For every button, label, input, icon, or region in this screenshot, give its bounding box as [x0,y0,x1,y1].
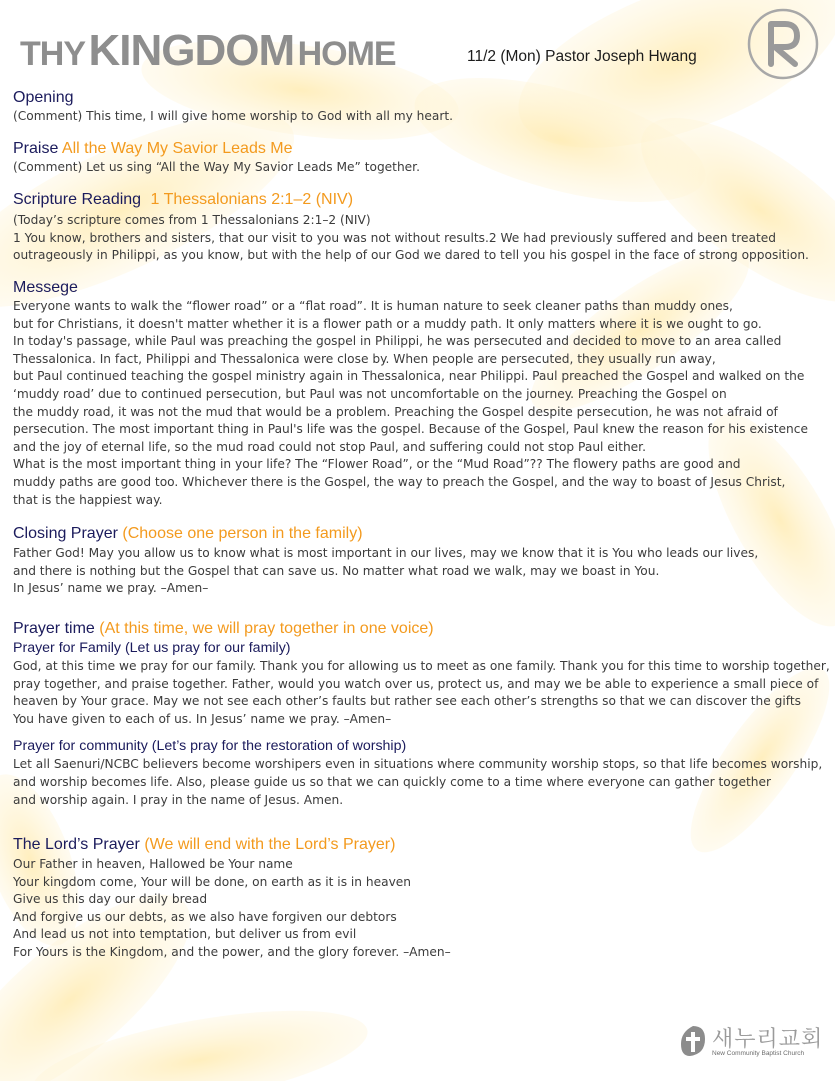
scripture-text [13,212,831,265]
text-line: and the joy of eternal life, so the mud road could not stop Paul, and suffering could not stop Paul either. [13,439,646,454]
scripture-heading [13,190,831,210]
text-line: Our Father in heaven, Hallowed be Your name [13,857,293,871]
title-kingdom: KINGDOM [88,26,295,75]
date-pastor: 11/2 (Mon) Pastor Joseph Hwang [467,48,697,65]
text-line: but for Christians, it doesn't matter whether it is a flower path or a muddy path. It only matters where it is we ought to go. [13,316,762,331]
scripture-section [13,190,831,265]
text-line: In Jesus’ name we pray. –Amen– [13,581,209,596]
text-line: Father God! May you allow us to know what is most important in our lives, may we know that it is You who leads our lives, [13,546,759,560]
prayer-time-section [13,619,831,809]
closing-label: Closing Prayer [13,525,118,542]
opening-text [13,108,831,126]
text-line: and worship again. I pray in the name of Jesus. Amen. [13,792,344,807]
praise-text [13,159,831,177]
lords-prayer-section [13,835,831,962]
closing-heading [13,524,831,544]
text-line: outrageously in Philippi, as you know, but with the help of our God we dared to tell you his gospel in the face of strong opposition. [13,248,809,263]
praise-label: Praise [13,140,59,157]
text-line: (Comment) This time, I will give home worship to God with all my heart. [13,109,454,123]
text-line: heaven by Your grace. May we not see each other’s faults but rather see each other’s strengths so that we can discover the gifts [13,694,801,709]
text-line: (Today’s scripture comes from 1 Thessalonians 2:1–2 (NIV) [13,213,371,227]
text-line: Your kingdom come, Your will be done, on earth as it is in heaven [13,874,412,889]
message-text [13,298,831,509]
community-prayer-heading: Prayer for community (Let’s pray for the restoration of worship) [13,738,407,755]
text-line: muddy paths are good too. Whichever there is the Gospel, the way to preach the Gospel, and the way to boast of Jesus Christ, [13,474,786,489]
church-korean-name: 새누리교회 [712,1027,824,1052]
scripture-label: Scripture Reading [13,191,142,208]
prayer-time-label: Prayer time [13,620,95,637]
praise-song-title: All the Way My Savior Leads Me [61,140,293,157]
text-line: pray together, and praise together. Father, would you watch over us, protect us, and may we be able to experience a small piece of [13,676,819,691]
text-line: that is the happiest way. [13,492,163,507]
text-line: Give us this day our daily bread [13,892,208,907]
text-line: And forgive us our debts, as we also have forgiven our debtors [13,909,397,924]
church-r-logo-icon [745,6,821,82]
title-thy: THY [20,35,85,73]
text-line: In today's passage, while Paul was preaching the gospel in Philippi, he was persecuted and decided to move to an area called [13,334,782,349]
text-line: 1 You know, brothers and sisters, that our visit to you was not without results.2 We had previously suffered and been treated [13,230,777,245]
opening-heading: Opening [13,89,74,106]
lords-prayer-label: The Lord’s Prayer [13,836,140,853]
text-line: the muddy road, it was not the mud that would be a problem. Preaching the Gospel despite persecution, he was not afraid of [13,404,778,419]
message-section [13,278,831,509]
scripture-reference: 1 Thessalonians 2:1–2 (NIV) [150,191,354,208]
lords-prayer-note: (We will end with the Lord’s Prayer) [144,836,396,853]
text-line: For Yours is the Kingdom, and the power, and the glory forever. –Amen– [13,944,451,959]
church-mark-icon [678,1024,708,1058]
church-english-name: New Community Baptist Church [712,1050,805,1057]
closing-prayer-section [13,524,831,598]
text-line: And lead us not into temptation, but deliver us from evil [13,927,357,942]
text-line: What is the most important thing in your life? The “Flower Road”, or the “Mud Road”?? The flowery paths are good and [13,457,741,472]
text-line: but Paul continued teaching the gospel ministry again in Thessalonica, near Philippi. Paul preached the Gospel and walked on the [13,369,805,384]
praise-section [13,139,831,177]
text-line: Thessalonica. In fact, Philippi and Thessalonica were close by. When people are persecuted, they usually run away, [13,351,716,366]
text-line: ‘muddy road’ due to continued persecution, but Paul was not uncomfortable on the journey. Preaching the Gospel on [13,386,727,401]
family-prayer-heading: Prayer for Family (Let us pray for our family) [13,640,291,656]
lords-prayer-heading [13,835,831,855]
title-home: HOME [297,35,396,73]
family-prayer-text [13,658,831,728]
closing-note: (Choose one person in the family) [122,525,363,542]
text-line: Everyone wants to walk the “flower road” or a “flat road”. It is human nature to seek cleaner paths than muddy ones, [13,299,733,313]
text-line: and there is nothing but the Gospel that can save us. No matter what road we walk, may we boast in You. [13,563,660,578]
text-line: persecution. The most important thing in Paul's life was the gospel. Because of the Gospel, Paul knew the reason for his existence [13,422,808,437]
message-heading: Messege [13,279,78,296]
text-line: (Comment) Let us sing “All the Way My Savior Leads Me” together. [13,160,420,174]
prayer-time-heading [13,619,831,639]
lords-prayer-text [13,856,831,962]
page-title [20,26,396,76]
community-prayer-text [13,756,831,809]
prayer-time-note: (At this time, we will pray together in one voice) [99,620,434,637]
praise-heading [13,139,831,159]
closing-text [13,545,831,598]
opening-section [13,88,831,126]
text-line: Let all Saenuri/NCBC believers become worshipers even in situations where community worship stops, so that life becomes worship, [13,757,823,772]
text-line: God, at this time we pray for our family. Thank you for allowing us to meet as one family. Thank you for this time to worship together, [13,659,830,673]
text-line: You have given to each of us. In Jesus’ name we pray. –Amen– [13,711,392,726]
text-line: and worship becomes life. Also, please guide us so that we can quickly come to a time where everyone can gather together [13,774,771,789]
